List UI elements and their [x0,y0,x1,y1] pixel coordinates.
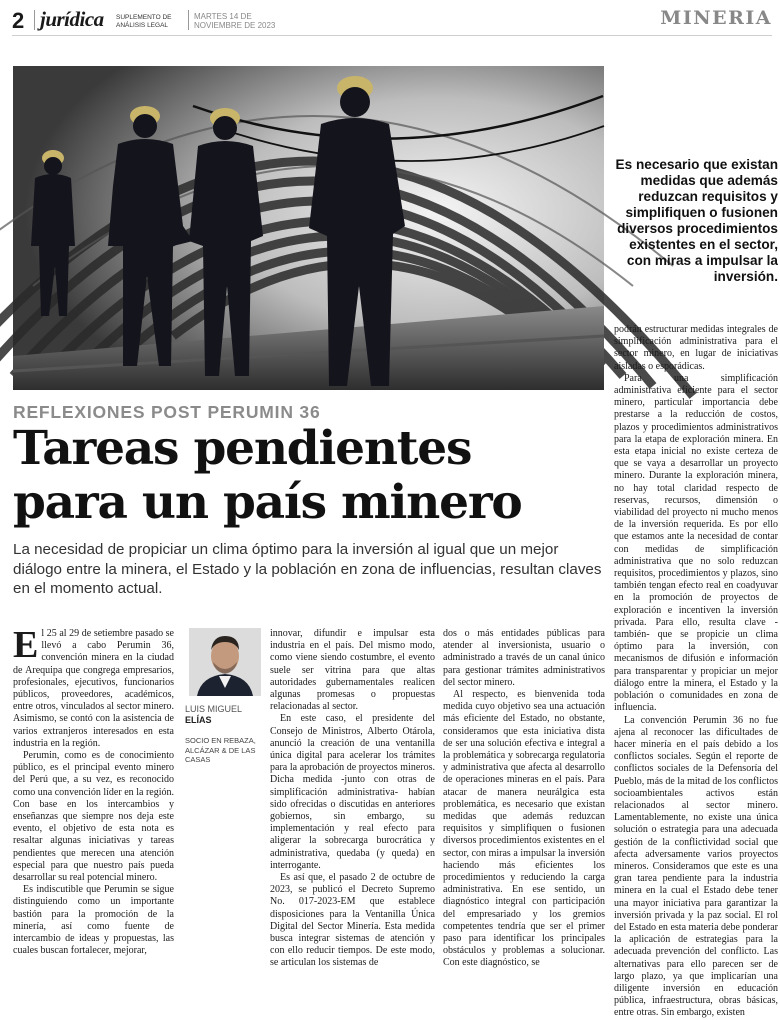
body-column-2 [270,628,435,970]
supplement-label: SUPLEMENTO DE ANÁLISIS LEGAL [116,14,172,29]
page-number: 2 [12,8,25,33]
body-column-1 [13,624,174,957]
miners-tunnel-photo [13,66,604,390]
body-column-3 [443,628,605,970]
drop-cap: E [13,624,39,666]
body-paragraph: El 25 al 29 de setiembre pasado se llevó a cabo Perumin 36, convención minera en la ciudad de Arequipa que congrega empresarios, profesionales, ejecutivos, funcionarios públicos, proveedores, académicos, entre otros, vinculados al sector minero. Asimismo, se contó con la asistencia de varios extranjeros interesados en esta industria en la región. [13,624,174,749]
issue-date: MARTES 14 DE NOVIEMBRE DE 2023 [194,12,276,30]
article-kicker: REFLEXIONES POST PERUMIN 36 [13,402,321,422]
body-paragraph: podrán estructurar medidas integrales de simplificación administrativa para el sector minero, en lugar de iniciativas aisladas o esporádicas. [614,324,778,372]
author-box [185,628,265,765]
body-paragraph: innovar, difundir e impulsar esta industria en el país. Del mismo modo, como viene siendo costumbre, el evento suele ser vitrina para que altas autoridades gubernamentales realicen algunas promesas o propuestas relacionadas al sector. [270,628,435,713]
author-first-names: LUIS MIGUEL [185,704,243,714]
author-surname: ELÍAS [185,715,212,725]
author-portrait [189,628,261,696]
header-divider [34,10,35,30]
body-paragraph: dos o más entidades públicas para atender al inversionista, usuario o administrado a través de un canal único para gestionar trámites administrativos del sector minero. [443,628,605,688]
body-paragraph: En este caso, el presidente del Consejo de Ministros, Alberto Otárola, anunció la creación de una ventanilla única digital para acelerar los trámites para la aprobación de proyectos mineros. Dicha medida -junto con otras de simplificación administrativa- habían sido ofrecidas o discutidas en anteriores gobiernos, sin embargo, su implementación y real efecto para aligerar la sobrecarga burocrática y administrativa, quedaba (y queda) en interrogante. [270,713,435,871]
title-line: para un país minero [13,475,522,530]
article-deck: La necesidad de propiciar un clima óptimo para la inversión al igual que un mejor diálogo entre la minera, el Estado y la población en zona de influencias, resultan claves en el momento actual. [13,541,602,597]
author-role: SOCIO EN REBAZA, ALCÁZAR & DE LAS CASAS [185,736,256,764]
article-title [13,422,613,530]
body-paragraph: Es indiscutible que Perumin se sigue distinguiendo como un importante bastión para la promoción de la minería, así como fuente de intercambio de ideas y propuestas, las cuales buscan fortalecer, mejorar, [13,884,174,957]
body-paragraph: Para una simplificación administrativa eficiente para el sector minero, particular importancia debe prestarse a la reducción de costos, plazos y procedimientos administrativos para la etapa de exploración minera. En esta etapa inicial no existe certeza de que se vaya a desarrollar un proyecto minero. Durante la exploración minera, no hay total claridad respecto de reservas, recursos, dimensión o viabilidad del proyecto ni mucho menos de la inversión requerida. Es por ello que estamos ante la necesidad de contar con medidas de simplificación administrativa que no solo reduzcan requisitos, procedimientos y plazos, sino también tengan efecto real en coadyuvar en la promoción de proyectos de exploración e incentiven la inversión privada. Para ello, resulta clave -también- que se propicie un clima óptimo para la inversión, con mecanismos de difusión e información para transparentar y propiciar un mejor diálogo entre la minera, el Estado y la población o comunidades en zona de influencia. [614,372,778,714]
page-header [12,6,772,36]
header-divider [188,10,189,30]
body-paragraph: La convención Perumin 36 no fue ajena al reconocer las dificultades de hacer minería en el país debido a los conflictos sociales. Según el reporte de conflictos sociales de la Defensoría del Pueblo, más de la mitad de los conflictos socioambientales activos están relacionados al sector minero. Lamentablemente, no existe una única solución o estrategia para una adecuada gestión de la conflictividad social que afecta adversamente varios proyectos mineros. Consideramos que este es una gran tarea pendiente para la industria minera en la cual el Estado debe tener una mayor iniciativa para garantizar la inversión privada y la paz social. El rol del Estado en esta materia debe ponderar la aplicación de estrategias para la adecuada prevención del conflicto. Las alternativas para ello parecen ser de largo plazo, ya que implicarían una diligente inversión en educación pública, infraestructura, obras básicas, entre otras. Sin embargo, existen [614,714,778,1019]
publication-logo: jurídica [40,7,104,31]
body-column-4 [614,324,778,1020]
body-paragraph: Al respecto, es bienvenida toda medida cuyo objetivo sea una actuación más eficiente del Estado, no obstante, consideramos que esta iniciativa dista de ser una solución efectiva e integral a la problemática y sobrecarga regulatoria y administrativa que afecta al desarrollo de operaciones mineras en el país. Para atacar de manera neurálgica esta problemática, es necesario que existan medidas que además reduzcan requisitos y simplifiquen o fusionen diversos procedimientos existentes en el sector, con miras a impulsar la inversión haciendo más eficientes los procedimientos y reduciendo la carga administrativa. En ese sentido, un diagnóstico integral con participación del empresariado y los gremios competentes tendría que ser el primer paso para identificar los principales obstáculos y problemas a solucionar. Con este diagnóstico, se [443,689,605,969]
section-name: MINERIA [660,7,772,29]
body-paragraph: Es así que, el pasado 2 de octubre de 2023, se publicó el Decreto Supremo No. 017-2023-EM que establece disposiciones para la Ventanilla Única Digital del Sector Minería. Esta medida busca integrar sistemas de atención y con ello reducir tiempos. De este modo, se articulan los sistemas de [270,872,435,969]
title-line: Tareas pendientes [13,421,472,476]
pull-quote: Es necesario que existan medidas que además reduzcan requisitos y simplifiquen o fusionen diversos procedimientos existentes en el sector, con miras a impulsar la inversión. [615,157,778,284]
body-paragraph: Perumin, como es de conocimiento público, es el principal evento minero del Perú que, a su vez, es reconocido como una convención líder en la región. Con base en los intercambios y enseñanzas que siempre nos deja este evento, el objetivo de esta nota es resaltar algunas iniciativas y tareas pendientes que merecen una atención especial para que nuestro país pueda desarrollar su real potencial minero. [13,750,174,884]
